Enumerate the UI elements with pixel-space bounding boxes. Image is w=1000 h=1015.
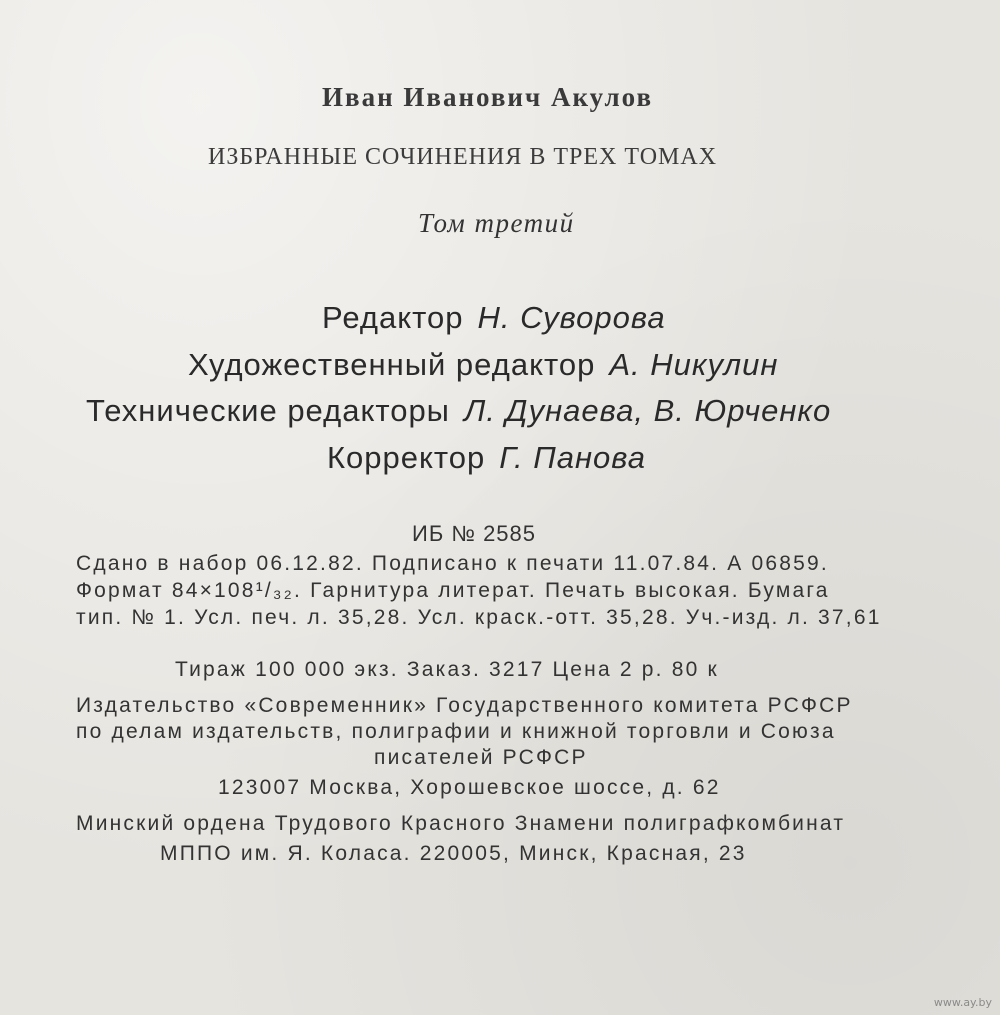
publisher-line: по делам издательств, полиграфии и книжной торговли и Союза <box>76 720 836 743</box>
credit-role: Художественный редактор <box>188 347 596 382</box>
print-detail-line: Сдано в набор 06.12.82. Подписано к печати 11.07.84. А 06859. <box>76 552 829 575</box>
credit-name: Л. Дунаева, В. Юрченко <box>463 393 832 428</box>
print-detail-line: Формат 84×108¹/₃₂. Гарнитура литерат. Печать высокая. Бумага <box>76 579 830 602</box>
publisher-line: писателей РСФСР <box>374 746 588 769</box>
publisher-line: Издательство «Современник» Государственного комитета РСФСР <box>76 694 853 717</box>
credit-editor <box>322 300 666 336</box>
credit-proofreader <box>327 440 646 476</box>
credit-role: Корректор <box>327 440 486 475</box>
watermark: www.ay.by <box>933 996 992 1009</box>
ib-number: ИБ № 2585 <box>412 521 537 546</box>
print-detail-line: Тираж 100 000 экз. Заказ. 3217 Цена 2 р. 80 к <box>175 658 719 681</box>
credit-role: Технические редакторы <box>86 393 450 428</box>
author-name: Иван Иванович Акулов <box>322 82 654 112</box>
publisher-address: 123007 Москва, Хорошевское шоссе, д. 62 <box>218 776 721 799</box>
print-detail-line: тип. № 1. Усл. печ. л. 35,28. Усл. краск.-отт. 35,28. Уч.-изд. л. 37,61 <box>76 606 882 629</box>
series-title: ИЗБРАННЫЕ СОЧИНЕНИЯ В ТРЕХ ТОМАХ <box>208 144 718 170</box>
credit-art-editor <box>188 347 778 383</box>
credit-name: А. Никулин <box>609 347 779 382</box>
credit-name: Н. Суворова <box>477 300 666 335</box>
volume-title: Том третий <box>418 208 575 238</box>
printer-line: МППО им. Я. Коласа. 220005, Минск, Красная, 23 <box>160 842 747 865</box>
printer-line: Минский ордена Трудового Красного Знамени полиграфкомбинат <box>76 812 846 835</box>
credit-technical-editors <box>86 393 831 429</box>
credit-role: Редактор <box>322 300 464 335</box>
credit-name: Г. Панова <box>499 440 646 475</box>
